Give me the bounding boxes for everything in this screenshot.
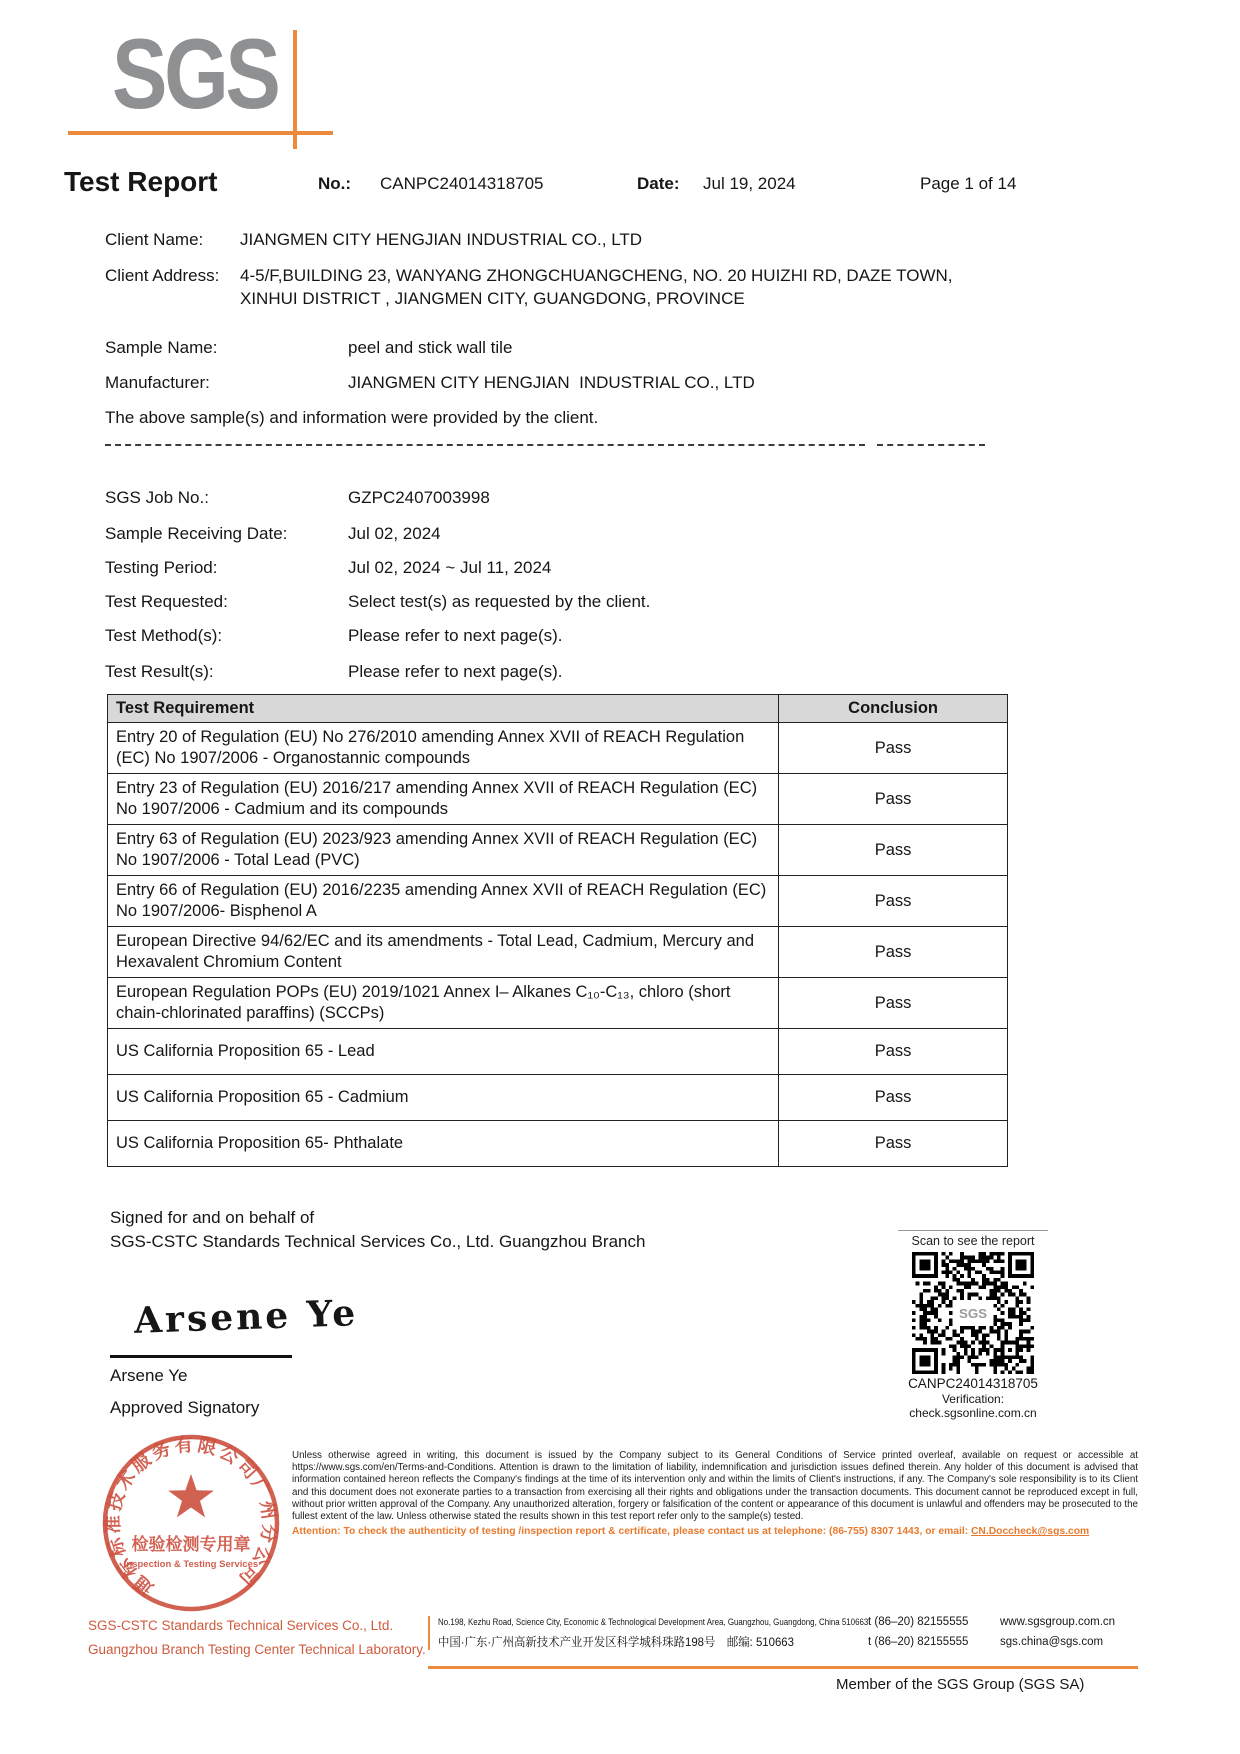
attention-prefix: Attention: To check the authenticity of testing /inspection report & certificate, please contact us at telephone: (86-755) 8307 1443, or email: xyxy=(292,1526,971,1538)
sgs-membership-note: Member of the SGS Group (SGS SA) xyxy=(836,1676,1085,1693)
test-result-label: Test Result(s): xyxy=(105,662,214,681)
page-title: Test Report xyxy=(64,166,218,197)
qr-center xyxy=(956,1304,989,1322)
stamp-center-line1: 检验检测专用章 xyxy=(131,1535,251,1554)
table-row xyxy=(108,1029,1008,1075)
test-method-label: Test Method(s): xyxy=(105,626,223,645)
stamp-ring-text: 通标标准技术服务有限公司广州分公司 xyxy=(101,1433,281,1600)
client-name-row xyxy=(105,228,642,251)
laboratory-name-block xyxy=(88,1614,428,1662)
qr-block xyxy=(898,1230,1048,1420)
requirement-cell: US California Proposition 65 - Cadmium xyxy=(108,1075,779,1121)
client-name-label: Client Name: xyxy=(105,230,204,249)
receiving-date-value: Jul 02, 2024 xyxy=(348,524,441,543)
signed-for-line1: Signed for and on behalf of xyxy=(110,1208,315,1227)
client-address-row xyxy=(105,264,1005,310)
phone-1: t (86–20) 82155555 xyxy=(868,1616,969,1628)
sgs-job-no-value: GZPC2407003998 xyxy=(348,488,490,507)
website: www.sgsgroup.com.cn xyxy=(1000,1616,1116,1628)
qr-verification-url: check.sgsonline.com.cn xyxy=(909,1406,1037,1420)
test-requested-label: Test Requested: xyxy=(105,592,228,611)
table-row xyxy=(108,825,1008,876)
requirement-cell: Entry 66 of Regulation (EU) 2016/2235 amending Annex XVII of REACH Regulation (EC) No 1907/2006- Bisphenol A xyxy=(108,876,779,927)
client-address-value: 4-5/F,BUILDING 23, WANYANG ZHONGCHUANGCHENG, NO. 20 HUIZHI RD, DAZE TOWN, XINHUI DISTRICT , JIANGMEN CITY, GUANGDONG, PROVINCE xyxy=(240,266,958,308)
requirement-cell: Entry 23 of Regulation (EU) 2016/217 amending Annex XVII of REACH Regulation (EC) No 1907/2006 - Cadmium and its compounds xyxy=(108,774,779,825)
logo-vertical-rule xyxy=(293,30,297,149)
laboratory-name-line2: Guangzhou Branch Testing Center Technical Laboratory. xyxy=(88,1642,426,1657)
conclusion-cell: Pass xyxy=(779,774,1008,825)
requirement-cell: Entry 63 of Regulation (EU) 2023/923 amending Annex XVII of REACH Regulation (EC) No 1907/2006 - Total Lead (PVC) xyxy=(108,825,779,876)
signatory-title: Approved Signatory xyxy=(110,1398,260,1417)
test-requested-value: Select test(s) as requested by the client. xyxy=(348,592,651,611)
test-requested-row xyxy=(105,590,650,613)
test-result-row xyxy=(105,660,563,683)
requirement-header: Test Requirement xyxy=(108,695,779,723)
attention-email: CN.Doccheck@sgs.com xyxy=(971,1526,1090,1538)
address-cn: 中国·广东·广州高新技术产业开发区科学城科珠路198号 邮编: 510663 xyxy=(438,1635,794,1649)
testing-period-value: Jul 02, 2024 ~ Jul 11, 2024 xyxy=(348,558,552,577)
sgs-logo: SGS xyxy=(112,18,278,129)
report-header xyxy=(64,166,1064,200)
sgs-job-no-row xyxy=(105,486,490,509)
legal-block xyxy=(292,1450,1138,1539)
qr-verification-label: Verification: xyxy=(941,1392,1005,1406)
table-row xyxy=(108,978,1008,1029)
report-date-value: Jul 19, 2024 xyxy=(703,174,796,193)
table-row xyxy=(108,1121,1008,1167)
conclusion-cell: Pass xyxy=(779,927,1008,978)
client-address-label: Client Address: xyxy=(105,266,220,285)
signed-for-line2: SGS-CSTC Standards Technical Services Co., Ltd. Guangzhou Branch xyxy=(110,1232,646,1251)
sample-name-label: Sample Name: xyxy=(105,338,218,357)
conclusion-cell: Pass xyxy=(779,978,1008,1029)
conclusion-cell: Pass xyxy=(779,723,1008,774)
conclusion-header: Conclusion xyxy=(779,695,1008,723)
contact-email: sgs.china@sgs.com xyxy=(1000,1635,1104,1648)
page-number: Page 1 of 14 xyxy=(920,174,1017,193)
requirement-cell: European Directive 94/62/EC and its amendments - Total Lead, Cadmium, Mercury and Hexavalent Chromium Content xyxy=(108,927,779,978)
company-stamp xyxy=(96,1428,286,1618)
testing-period-row xyxy=(105,556,551,579)
manufacturer-label: Manufacturer: xyxy=(105,373,210,392)
report-date-label: Date: xyxy=(637,174,680,193)
conclusion-cell: Pass xyxy=(779,825,1008,876)
report-no-value: CANPC24014318705 xyxy=(380,174,544,193)
requirement-cell: Entry 20 of Regulation (EU) No 276/2010 amending Annex XVII of REACH Regulation (EC) No 1907/2006 - Organostannic compounds xyxy=(108,723,779,774)
phone-2: t (86–20) 82155555 xyxy=(868,1635,969,1648)
terms-text: Unless otherwise agreed in writing, this document is issued by the Company subject to its General Conditions of Service printed overleaf, available on request or accessible at https://www.sgs.com/en/Terms-and-Conditions. Attention is drawn to the limitation of liability, indemnification and jurisdiction issues defined therein. Any holder of this document is advised that information contained hereon reflects the Company's findings at the time of its intervention only and within the limits of Client's instructions, if any. The Company's sole responsibility is to its Client and this document does not exonerate parties to a transaction from exercising all their rights and obligations under the transaction documents. This document cannot be reproduced except in full, without prior written approval of the Company. Any unauthorized alteration, forgery or falsification of the content or appearance of this document is unlawful and offenders may be prosecuted to the fullest extent of the law. Unless otherwise stated the results shown in this test report refer only to the sample(s) tested. xyxy=(292,1450,1138,1523)
table-row xyxy=(108,927,1008,978)
test-result-value: Please refer to next page(s). xyxy=(348,662,563,681)
qr-code xyxy=(912,1252,1034,1374)
conclusion-cell: Pass xyxy=(779,1075,1008,1121)
table-header-row xyxy=(108,695,1008,723)
sgs-job-no-label: SGS Job No.: xyxy=(105,488,209,507)
qr-scan-label: Scan to see the report xyxy=(911,1234,1035,1248)
testing-period-label: Testing Period: xyxy=(105,558,218,577)
manufacturer-value: JIANGMEN CITY HENGJIAN INDUSTRIAL CO., LTD xyxy=(348,373,755,392)
signature-rule xyxy=(110,1355,292,1358)
attention-text xyxy=(292,1526,1138,1539)
table-row xyxy=(108,876,1008,927)
conclusion-cell: Pass xyxy=(779,876,1008,927)
results-table xyxy=(107,694,1008,1167)
qr-center-text: SGS xyxy=(958,1306,988,1322)
stamp-center-line2: Inspection & Testing Services xyxy=(123,1559,259,1570)
report-no-label: No.: xyxy=(318,174,352,193)
signed-for-block xyxy=(110,1206,645,1254)
footer-orange-rule xyxy=(428,1666,1138,1669)
table-row xyxy=(108,1075,1008,1121)
signatory-name: Arsene Ye xyxy=(110,1366,188,1385)
manufacturer-row xyxy=(105,371,755,394)
client-name-value: JIANGMEN CITY HENGJIAN INDUSTRIAL CO., LTD xyxy=(240,230,643,249)
qr-report-number: CANPC24014318705 xyxy=(908,1376,1038,1391)
requirement-cell: European Regulation POPs (EU) 2019/1021 Annex I– Alkanes C₁₀-C₁₃, chloro (short chain-chlorinated paraffins) (SCCPs) xyxy=(108,978,779,1029)
dashed-separator xyxy=(105,444,985,446)
table-row xyxy=(108,774,1008,825)
conclusion-cell: Pass xyxy=(779,1121,1008,1167)
conclusion-cell: Pass xyxy=(779,1029,1008,1075)
table-row xyxy=(108,723,1008,774)
test-method-value: Please refer to next page(s). xyxy=(348,626,563,645)
requirement-cell: US California Proposition 65 - Lead xyxy=(108,1029,779,1075)
receiving-date-row xyxy=(105,522,441,545)
receiving-date-label: Sample Receiving Date: xyxy=(105,524,288,543)
address-en: No.198, Kezhu Road, Science City, Economic & Technological Development Area, Guangzhou, Guangdong, China 510663 xyxy=(438,1617,869,1627)
requirement-cell: US California Proposition 65- Phthalate xyxy=(108,1121,779,1167)
svg-text:通标标准技术服务有限公司广州分公司 xyxy=(102,1433,281,1599)
footer-contact-block xyxy=(428,1616,1140,1650)
sample-name-row xyxy=(105,336,512,359)
test-method-row xyxy=(105,624,563,647)
provided-note: The above sample(s) and information were provided by the client. xyxy=(105,408,599,427)
stamp-star-icon xyxy=(168,1474,214,1517)
laboratory-name-line1: SGS-CSTC Standards Technical Services Co., Ltd. xyxy=(88,1618,394,1633)
handwritten-signature: Arsene Ye xyxy=(133,1292,359,1342)
sample-name-value: peel and stick wall tile xyxy=(348,338,513,357)
